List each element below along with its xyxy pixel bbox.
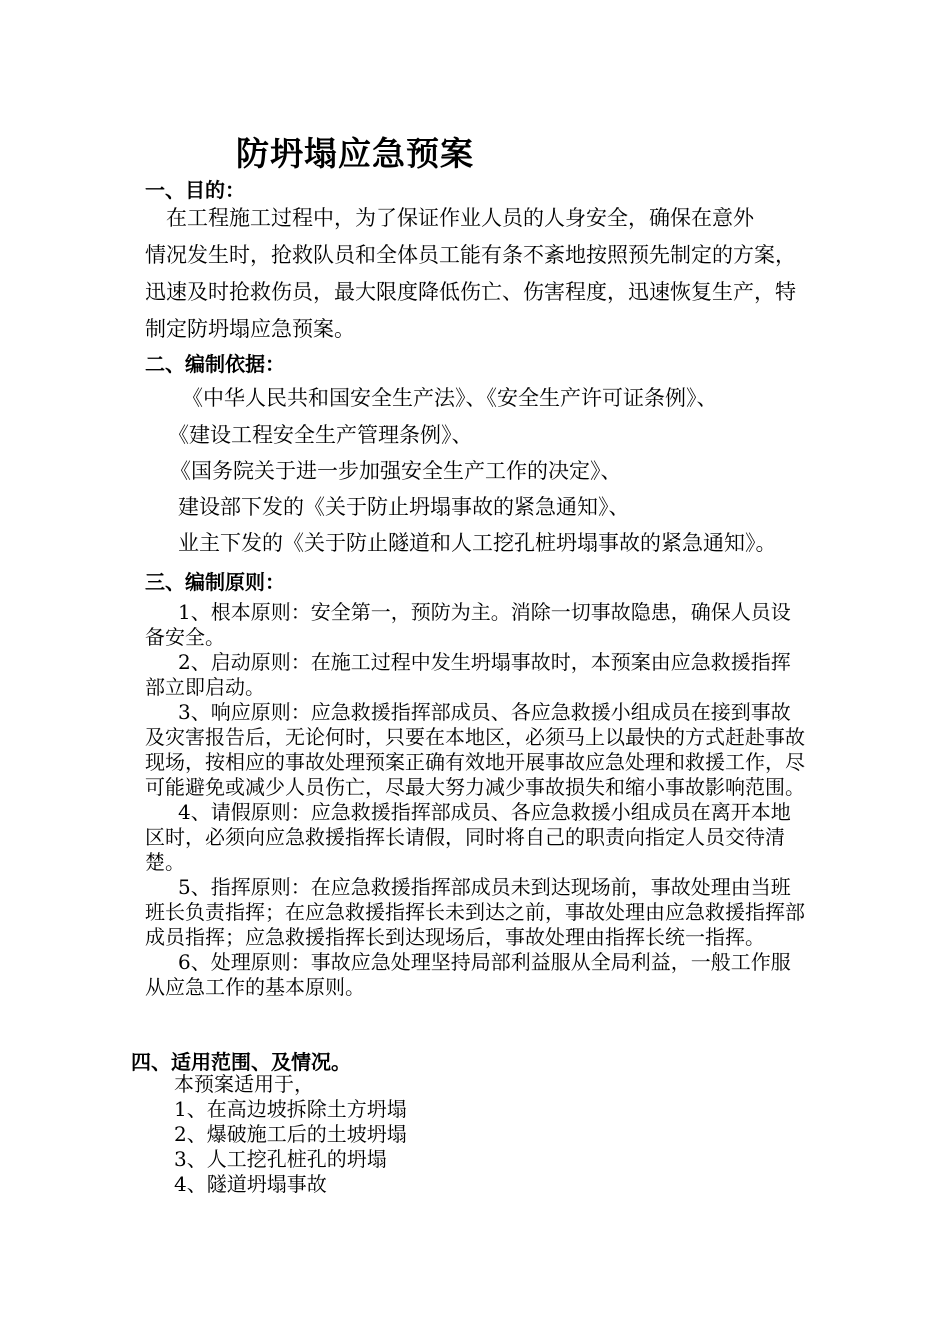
principle-item: 3、响应原则：应急救援指挥部成员、各应急救援小组成员在接到事故及灾害报告后，无论何时，只要在本地区，必须马上以最快的方式赶赴事故现场，按相应的事故处理预案正确有效地开展事故应急处理和救援工作，尽可能避免或减少人员伤亡，尽最大努力减少事故损失和缩小事故影响范围。	[145, 700, 805, 799]
basis-item: 《建设工程安全生产管理条例》、	[168, 423, 473, 447]
scope-list	[174, 1072, 407, 1197]
scope-item: 1、在高边坡拆除土方坍塌	[174, 1097, 407, 1121]
purpose-line: 迅速及时抢救伤员，最大限度降低伤亡、伤害程度，迅速恢复生产，特	[145, 280, 796, 304]
section-heading-principles: 三、编制原则：	[145, 570, 285, 594]
basis-item: 建设部下发的《关于防止坍塌事故的紧急通知》、	[178, 495, 630, 519]
scope-intro: 本预案适用于，	[174, 1072, 314, 1096]
purpose-line: 制定防坍塌应急预案。	[145, 317, 355, 341]
scope-item: 2、爆破施工后的土坡坍塌	[174, 1122, 407, 1146]
principle-item: 2、启动原则：在施工过程中发生坍塌事故时，本预案由应急救援指挥部立即启动。	[145, 650, 791, 699]
purpose-line: 在工程施工过程中，为了保证作业人员的人身安全，确保在意外	[145, 206, 754, 230]
basis-item: 《国务院关于进一步加强安全生产工作的决定》、	[170, 459, 622, 483]
principles-list	[145, 600, 810, 1000]
section-heading-purpose: 一、目的：	[145, 178, 245, 202]
scope-item: 4、隧道坍塌事故	[174, 1172, 327, 1196]
section-heading-basis: 二、编制依据：	[145, 352, 285, 376]
scope-item: 3、人工挖孔桩孔的坍塌	[174, 1147, 387, 1171]
section-heading-scope: 四、适用范围、及情况。	[131, 1050, 351, 1074]
principle-item: 1、根本原则：安全第一，预防为主。消除一切事故隐患，确保人员设备安全。	[145, 600, 791, 649]
basis-item: 业主下发的《关于防止隧道和人工挖孔桩坍塌事故的紧急通知》。	[178, 531, 777, 555]
document-title: 防坍塌应急预案	[236, 134, 474, 173]
purpose-paragraph	[145, 200, 810, 348]
basis-item: 《中华人民共和国安全生产法》、《安全生产许可证条例》、	[182, 386, 718, 410]
principle-item: 6、处理原则：事故应急处理坚持局部利益服从全局利益，一般工作服从应急工作的基本原则。	[145, 950, 791, 999]
principle-item: 5、指挥原则：在应急救援指挥部成员未到达现场前，事故处理由当班班长负责指挥；在应急救援指挥长未到达之前，事故处理由应急救援指挥部成员指挥；应急救援指挥长到达现场后，事故处理由指挥长统一指挥。	[145, 875, 805, 949]
principle-item: 4、请假原则：应急救援指挥部成员、各应急救援小组成员在离开本地区时，必须向应急救援指挥长请假，同时将自己的职责向指定人员交待清楚。	[145, 800, 791, 874]
purpose-line: 情况发生时，抢救队员和全体员工能有条不紊地按照预先制定的方案，	[145, 243, 796, 267]
